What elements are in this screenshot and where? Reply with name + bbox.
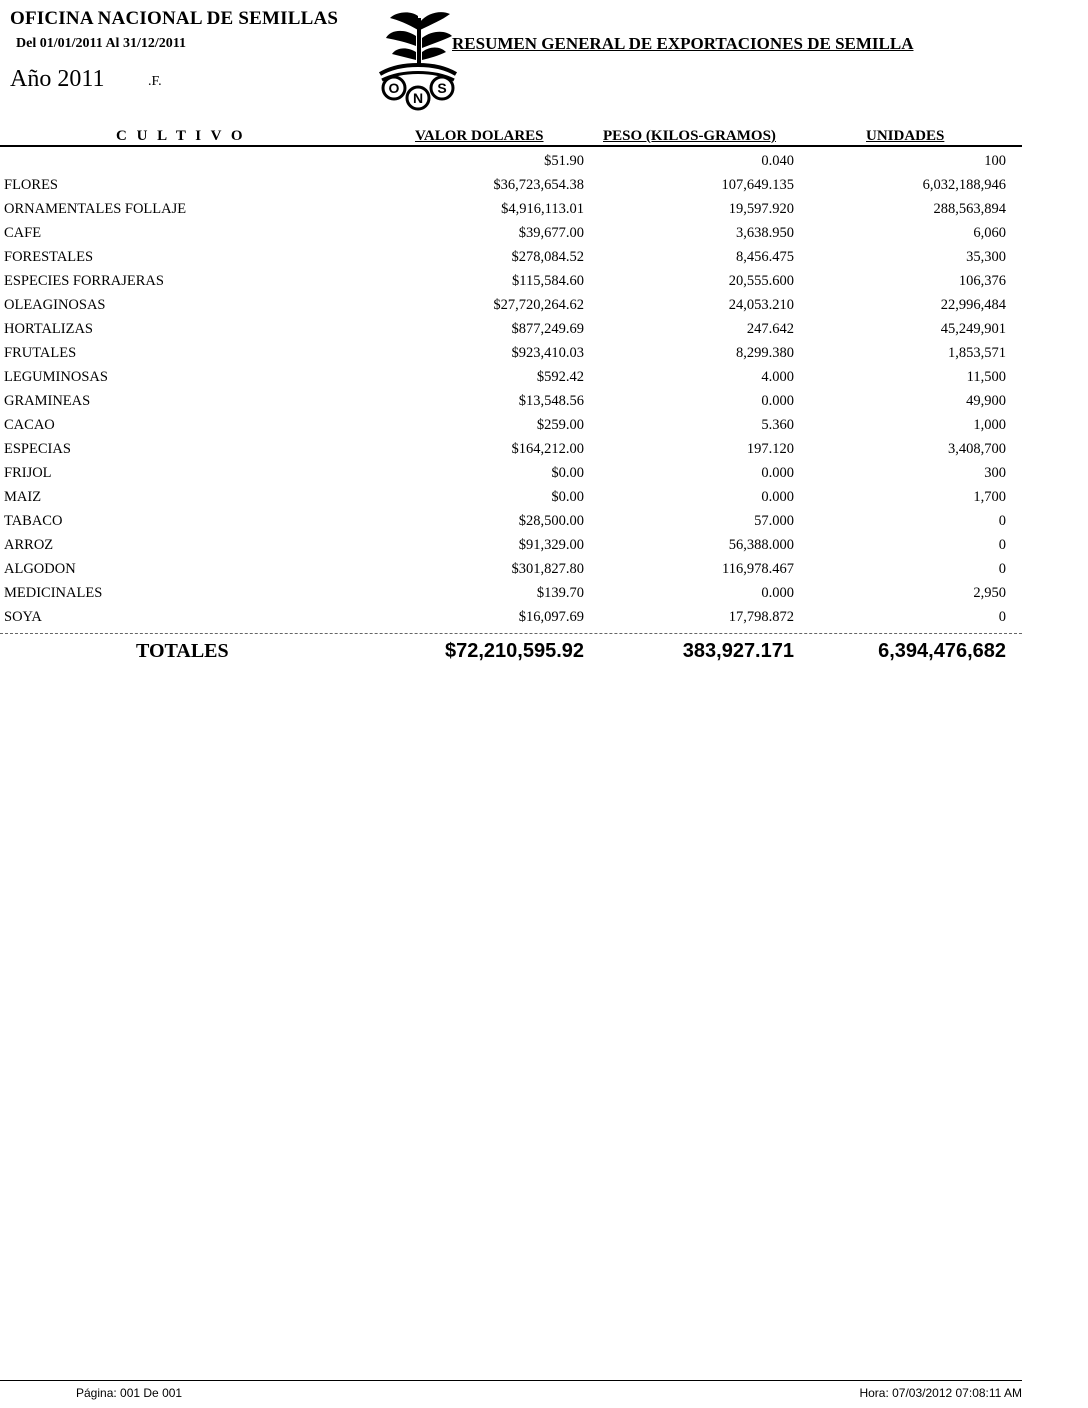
valor-cell: $4,916,113.01 xyxy=(501,201,584,217)
report-period: Del 01/01/2011 Al 31/12/2011 xyxy=(16,36,186,51)
cultivo-cell: OLEAGINOSAS xyxy=(4,297,106,313)
valor-cell: $39,677.00 xyxy=(518,225,584,241)
cultivo-cell: CAFE xyxy=(4,225,42,241)
unidades-cell: 0 xyxy=(998,537,1006,553)
table-row xyxy=(0,200,1022,224)
column-header-valor: VALOR DOLARES xyxy=(415,128,544,144)
peso-cell: 197.120 xyxy=(746,441,794,457)
totals-divider xyxy=(0,633,1022,634)
table-row xyxy=(0,536,1022,560)
cultivo-cell: CACAO xyxy=(4,417,55,433)
unidades-cell: 1,700 xyxy=(973,489,1006,505)
table-row xyxy=(0,512,1022,536)
svg-text:N: N xyxy=(412,90,424,106)
table-row xyxy=(0,296,1022,320)
peso-cell: 0.000 xyxy=(761,585,794,601)
totals-unidades: 6,394,476,682 xyxy=(878,640,1006,662)
peso-cell: 8,299.380 xyxy=(736,345,794,361)
table-row xyxy=(0,248,1022,272)
unidades-cell: 106,376 xyxy=(958,273,1006,289)
organization-name: OFICINA NACIONAL DE SEMILLAS xyxy=(10,8,339,29)
unidades-cell: 35,300 xyxy=(966,249,1006,265)
peso-cell: 0.000 xyxy=(761,489,794,505)
peso-cell: 17,798.872 xyxy=(728,609,794,625)
valor-cell: $592.42 xyxy=(536,369,584,385)
peso-cell: 20,555.600 xyxy=(728,273,794,289)
cultivo-cell: FRUTALES xyxy=(4,345,77,361)
report-title: RESUMEN GENERAL DE EXPORTACIONES DE SEMILLA xyxy=(452,34,914,53)
unidades-cell: 3,408,700 xyxy=(948,441,1006,457)
cultivo-cell: MAIZ xyxy=(4,489,42,505)
column-header-peso: PESO (KILOS-GRAMOS) xyxy=(603,128,776,144)
table-row xyxy=(0,224,1022,248)
table-row xyxy=(0,584,1022,608)
valor-cell: $115,584.60 xyxy=(512,273,584,289)
peso-cell: 5.360 xyxy=(761,417,794,433)
valor-cell: $0.00 xyxy=(551,489,584,505)
totals-valor: $72,210,595.92 xyxy=(444,640,584,662)
peso-cell: 57.000 xyxy=(754,513,794,529)
table-row xyxy=(0,152,1022,176)
peso-cell: 19,597.920 xyxy=(728,201,794,217)
peso-cell: 107,649.135 xyxy=(721,177,794,193)
table-row xyxy=(0,560,1022,584)
totals-peso: 383,927.171 xyxy=(682,640,794,662)
cultivo-cell: FORESTALES xyxy=(4,249,94,265)
unidades-cell: 11,500 xyxy=(966,369,1006,385)
svg-text:S: S xyxy=(437,80,447,96)
cultivo-cell: SOYA xyxy=(4,609,42,625)
valor-cell: $278,084.52 xyxy=(511,249,584,265)
cultivo-cell: MEDICINALES xyxy=(4,585,103,601)
ons-logo xyxy=(374,8,462,112)
unidades-cell: 1,853,571 xyxy=(948,345,1006,361)
cultivo-cell: ARROZ xyxy=(4,537,54,553)
peso-cell: 0.000 xyxy=(761,393,794,409)
peso-cell: 116,978.467 xyxy=(722,561,794,577)
column-header-cultivo: C U L T I V O xyxy=(116,128,246,144)
unidades-cell: 49,900 xyxy=(966,393,1006,409)
valor-cell: $13,548.56 xyxy=(518,393,584,409)
print-time: Hora: 07/03/2012 07:08:11 AM xyxy=(859,1386,1022,1400)
cultivo-cell: HORTALIZAS xyxy=(4,321,93,337)
valor-cell: $139.70 xyxy=(536,585,584,601)
valor-cell: $259.00 xyxy=(536,417,584,433)
cultivo-cell: GRAMINEAS xyxy=(4,393,91,409)
table-row xyxy=(0,176,1022,200)
unidades-cell: 6,060 xyxy=(973,225,1006,241)
unidades-cell: 22,996,484 xyxy=(940,297,1006,313)
table-row xyxy=(0,440,1022,464)
peso-cell: 247.642 xyxy=(746,321,794,337)
table-row xyxy=(0,368,1022,392)
report-year: Año 2011 xyxy=(10,66,105,92)
table-row xyxy=(0,392,1022,416)
peso-cell: 0.040 xyxy=(761,153,794,169)
unidades-cell: 288,563,894 xyxy=(933,201,1006,217)
table-row xyxy=(0,416,1022,440)
peso-cell: 24,053.210 xyxy=(728,297,794,313)
report-flag: .F. xyxy=(148,74,162,89)
footer-rule xyxy=(0,1380,1022,1381)
unidades-cell: 0 xyxy=(998,513,1006,529)
peso-cell: 3,638.950 xyxy=(736,225,794,241)
peso-cell: 4.000 xyxy=(761,369,794,385)
unidades-cell: 6,032,188,946 xyxy=(922,177,1006,193)
totals-label: TOTALES xyxy=(136,640,229,662)
unidades-cell: 2,950 xyxy=(973,585,1006,601)
cultivo-cell: TABACO xyxy=(4,513,63,529)
table-row xyxy=(0,272,1022,296)
valor-cell: $164,212.00 xyxy=(511,441,584,457)
table-body xyxy=(0,152,1022,632)
valor-cell: $36,723,654.38 xyxy=(493,177,584,193)
cultivo-cell: ORNAMENTALES FOLLAJE xyxy=(4,201,187,217)
valor-cell: $27,720,264.62 xyxy=(493,297,584,313)
unidades-cell: 1,000 xyxy=(973,417,1006,433)
table-row xyxy=(0,344,1022,368)
table-row xyxy=(0,320,1022,344)
svg-text:O: O xyxy=(388,80,400,96)
header-rule xyxy=(0,145,1022,147)
valor-cell: $301,827.80 xyxy=(511,561,584,577)
peso-cell: 8,456.475 xyxy=(736,249,794,265)
valor-cell: $51.90 xyxy=(544,153,584,169)
unidades-cell: 0 xyxy=(998,561,1006,577)
cultivo-cell: ESPECIES FORRAJERAS xyxy=(4,273,164,289)
cultivo-cell: LEGUMINOSAS xyxy=(4,369,108,385)
table-row xyxy=(0,464,1022,488)
cultivo-cell: ESPECIAS xyxy=(4,441,71,457)
unidades-cell: 45,249,901 xyxy=(940,321,1006,337)
valor-cell: $91,329.00 xyxy=(518,537,584,553)
table-row xyxy=(0,608,1022,632)
cultivo-cell: FRIJOL xyxy=(4,465,52,481)
valor-cell: $16,097.69 xyxy=(518,609,584,625)
peso-cell: 0.000 xyxy=(761,465,794,481)
page-number: Página: 001 De 001 xyxy=(76,1386,183,1400)
column-header-unidades: UNIDADES xyxy=(866,128,945,144)
cultivo-cell: ALGODON xyxy=(4,561,76,577)
valor-cell: $923,410.03 xyxy=(511,345,584,361)
unidades-cell: 100 xyxy=(984,153,1006,169)
peso-cell: 56,388.000 xyxy=(728,537,794,553)
valor-cell: $0.00 xyxy=(551,465,584,481)
cultivo-cell: FLORES xyxy=(4,177,58,193)
table-row xyxy=(0,488,1022,512)
valor-cell: $28,500.00 xyxy=(518,513,584,529)
valor-cell: $877,249.69 xyxy=(511,321,584,337)
unidades-cell: 300 xyxy=(984,465,1006,481)
unidades-cell: 0 xyxy=(998,609,1006,625)
